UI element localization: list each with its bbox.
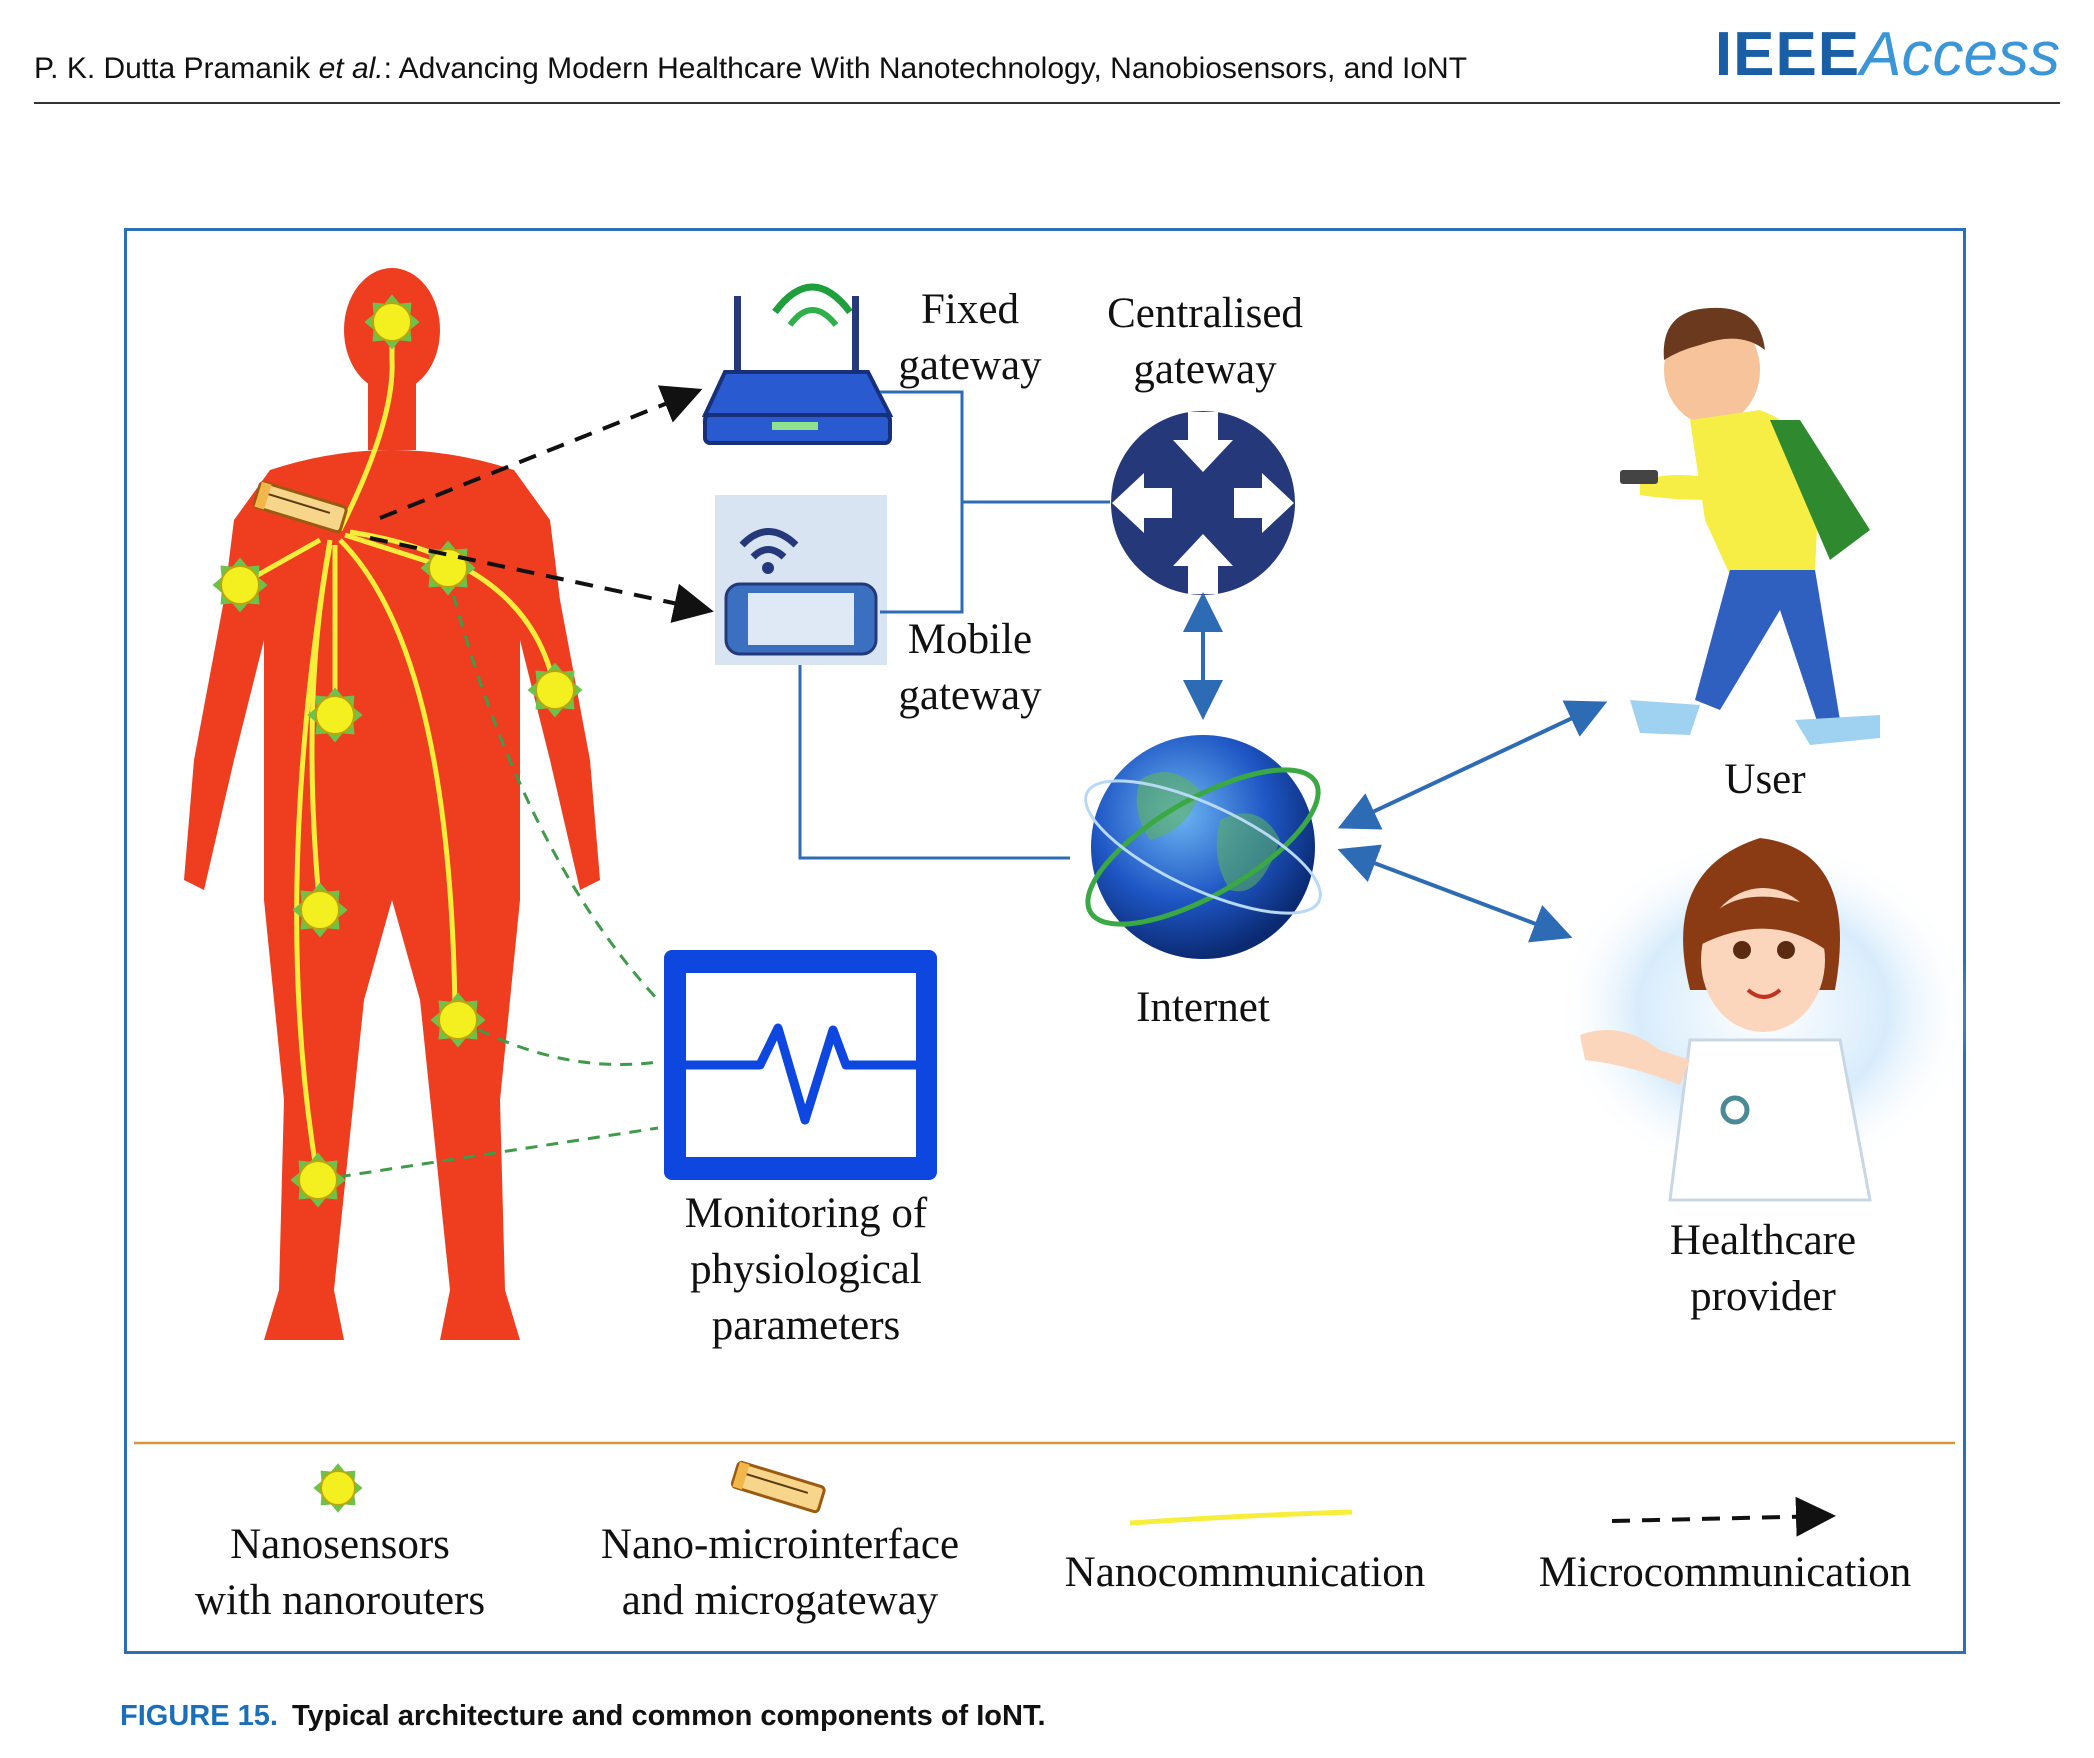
nanosensor-icon [430, 993, 485, 1048]
nanosensor-icon [292, 883, 347, 938]
internet-people-links [1345, 705, 1600, 935]
nanosensor-icon [313, 1463, 362, 1512]
human-body-figure [184, 268, 600, 1340]
label-centralised-gateway: Centralised gateway [1107, 290, 1303, 393]
legend-label-nanosensors: Nanosensors with nanorouters [194, 1521, 486, 1624]
header-title: : Advancing Modern Healthcare With Nanotechnology, Nanobiosensors, and IoNT [383, 52, 1468, 85]
logo-access: Access [1860, 20, 2060, 89]
label-fixed-gateway: Fixed gateway [898, 286, 1042, 389]
nanosensor-icon [290, 1153, 345, 1208]
legend-nanocomm-line [1130, 1512, 1352, 1523]
nanosensor-icon [307, 688, 362, 743]
label-internet: Internet [1136, 984, 1270, 1031]
header-etal: et al. [318, 52, 384, 85]
legend-microcomm-arrow [1612, 1516, 1828, 1521]
label-user: User [1724, 756, 1806, 803]
nanosensor-icon [420, 541, 475, 596]
label-healthcare-provider: Healthcare provider [1669, 1217, 1857, 1320]
nanosensor-icon [364, 294, 419, 349]
legend-label-nanocomm: Nanocommunication [1064, 1549, 1426, 1596]
label-monitoring: Monitoring of physiological parameters [684, 1190, 928, 1349]
mobile-gateway-phone-icon [715, 495, 887, 665]
label-mobile-gateway: Mobile gateway [898, 616, 1042, 719]
monitor-icon [664, 950, 937, 1180]
figure-caption [120, 1700, 1046, 1733]
legend-interface-icon [731, 1461, 825, 1512]
legend-label-microcomm: Microcommunication [1538, 1549, 1912, 1596]
caption-text: Typical architecture and common components of IoNT. [291, 1700, 1046, 1732]
logo-ieee: IEEE [1714, 20, 1861, 89]
centralised-gateway-router-icon [1111, 411, 1295, 595]
legend-label-interface: Nano-microinterface and microgateway [600, 1521, 960, 1624]
header-authors: P. K. Dutta Pramanik [34, 52, 311, 85]
healthcare-provider-illustration [1553, 835, 1973, 1200]
fixed-gateway-router-icon [705, 287, 890, 443]
nanosensor-icon [212, 558, 267, 613]
nanosensor-icon [528, 663, 583, 718]
caption-label: FIGURE 15. [120, 1700, 278, 1732]
internet-globe-icon [1066, 735, 1339, 959]
legend-nanosensor-icon [313, 1463, 362, 1512]
user-person-illustration [1620, 308, 1880, 745]
